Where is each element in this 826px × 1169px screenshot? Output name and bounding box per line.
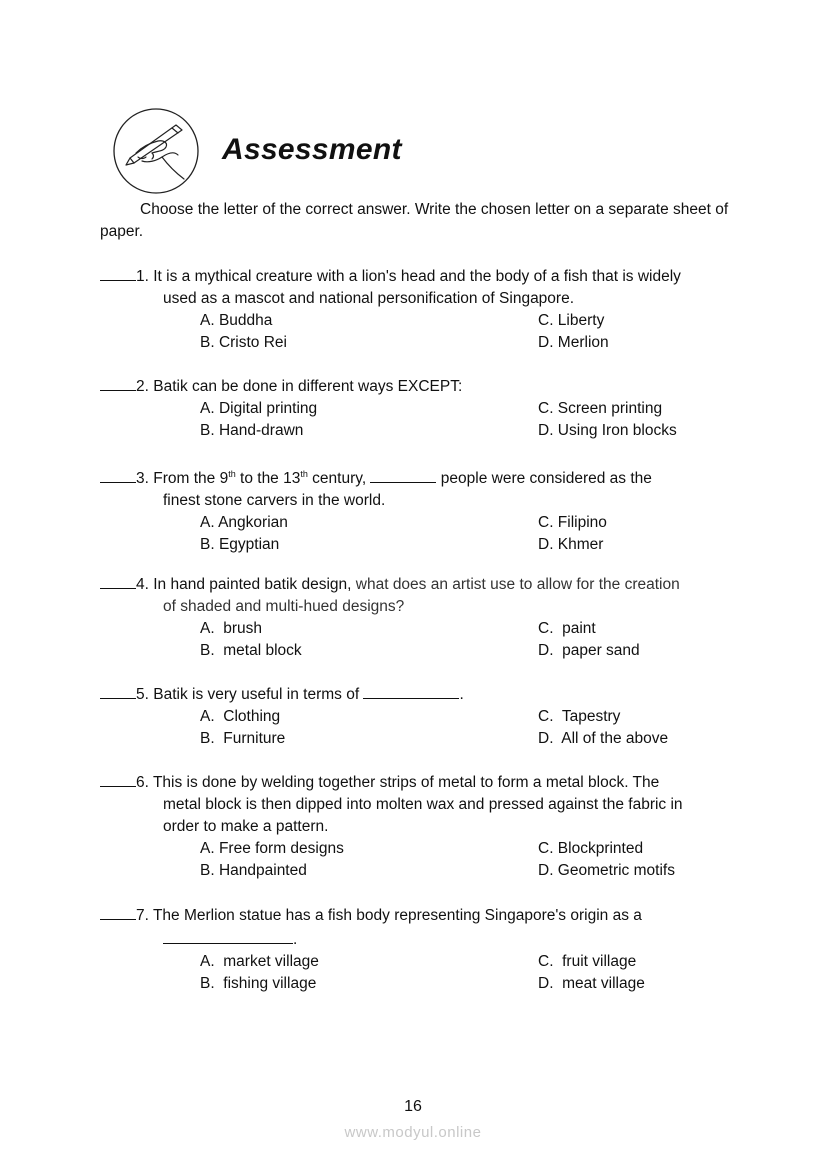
question-2 bbox=[100, 375, 730, 442]
question-text: From the 9 bbox=[153, 470, 229, 488]
answer-blank[interactable] bbox=[100, 467, 136, 483]
choice-b: B. Furniture bbox=[200, 730, 286, 747]
question-text: The Merlion statue has a fish body representing Singapore's origin as a bbox=[152, 907, 642, 924]
page-number: 16 bbox=[404, 1098, 422, 1115]
question-number: 1. bbox=[136, 268, 149, 285]
question-text-cont: used as a mascot and national personification of Singapore. bbox=[163, 290, 575, 307]
choice-a: A. Angkorian bbox=[200, 514, 288, 532]
question-4 bbox=[100, 573, 730, 662]
choice-b: B. metal block bbox=[200, 642, 302, 659]
question-7 bbox=[100, 904, 730, 995]
choice-c: C. Tapestry bbox=[538, 708, 621, 725]
choice-c: C. Liberty bbox=[538, 312, 605, 329]
question-number: 3. bbox=[136, 470, 149, 488]
choice-d: D. Khmer bbox=[538, 536, 604, 554]
choice-a: A. Digital printing bbox=[200, 400, 318, 417]
answer-blank[interactable] bbox=[100, 265, 136, 281]
choice-c: C. Screen printing bbox=[538, 400, 663, 417]
choice-d: D. paper sand bbox=[538, 642, 640, 659]
choice-a: A. Free form designs bbox=[200, 840, 344, 857]
choices bbox=[100, 310, 730, 354]
choices bbox=[100, 618, 730, 662]
choice-b: B. Handpainted bbox=[200, 862, 307, 879]
choices bbox=[100, 706, 730, 750]
choice-b: B. Egyptian bbox=[200, 536, 280, 554]
choice-d: D. Merlion bbox=[538, 334, 609, 351]
question-text: . bbox=[293, 931, 298, 948]
answer-blank[interactable] bbox=[100, 573, 136, 589]
answer-blank[interactable] bbox=[100, 904, 136, 920]
choice-d: D. meat village bbox=[538, 975, 645, 992]
question-text: It is a mythical creature with a lion's head and the body of a fish that is widely bbox=[153, 268, 681, 285]
choices bbox=[100, 512, 730, 556]
question-text-cont: of shaded and multi-hued designs? bbox=[163, 598, 405, 615]
question-text: Batik can be done in different ways EXCEPT: bbox=[153, 378, 463, 395]
hand-writing-pencil-icon bbox=[112, 107, 200, 195]
question-text: . bbox=[459, 686, 464, 703]
question-5 bbox=[100, 683, 730, 750]
question-text: what does an artist use to allow for the creation bbox=[355, 576, 680, 593]
fill-in-blank bbox=[370, 468, 436, 483]
question-text: Batik is very useful in terms of bbox=[153, 686, 364, 703]
question-text-cont: metal block is then dipped into molten wax and pressed against the fabric in bbox=[163, 796, 683, 813]
watermark: www.modyul.online bbox=[344, 1124, 482, 1141]
answer-blank[interactable] bbox=[100, 771, 136, 787]
choice-d: D. Geometric motifs bbox=[538, 862, 675, 879]
question-6 bbox=[100, 771, 730, 882]
fill-in-blank bbox=[363, 684, 459, 699]
question-text: This is done by welding together strips of metal to form a metal block. The bbox=[152, 774, 660, 791]
answer-blank[interactable] bbox=[100, 683, 136, 699]
question-number: 4. bbox=[136, 576, 149, 593]
choice-c: C. fruit village bbox=[538, 953, 637, 970]
question-text-cont: order to make a pattern. bbox=[163, 818, 329, 835]
question-1 bbox=[100, 265, 730, 354]
answer-blank[interactable] bbox=[100, 375, 136, 391]
choice-b: B. Hand-drawn bbox=[200, 422, 304, 439]
question-text: to the 13 bbox=[235, 470, 301, 488]
question-number: 2. bbox=[136, 378, 149, 395]
page-title: Assessment bbox=[222, 133, 402, 166]
choice-a: A. Clothing bbox=[200, 708, 281, 725]
superscript: th bbox=[228, 469, 236, 479]
question-text-cont: finest stone carvers in the world. bbox=[163, 492, 386, 510]
question-text: people were considered as the bbox=[436, 470, 652, 488]
choice-c: C. paint bbox=[538, 620, 596, 637]
instructions bbox=[100, 199, 740, 243]
choice-c: C. Blockprinted bbox=[538, 840, 644, 857]
choice-a: A. Buddha bbox=[200, 312, 273, 329]
choice-c: C. Filipino bbox=[538, 514, 607, 532]
choice-a: A. brush bbox=[200, 620, 263, 637]
choice-d: D. All of the above bbox=[538, 730, 669, 747]
question-number: 7. bbox=[136, 907, 149, 924]
choice-d: D. Using Iron blocks bbox=[538, 422, 677, 439]
question-number: 6. bbox=[136, 774, 149, 791]
fill-in-blank bbox=[163, 929, 293, 944]
superscript: th bbox=[300, 469, 308, 479]
instructions-text: Choose the letter of the correct answer. Write the chosen letter on a separate sheet of paper. bbox=[100, 201, 729, 240]
choices bbox=[100, 398, 730, 442]
choices bbox=[100, 838, 730, 882]
choices bbox=[100, 951, 730, 995]
question-number: 5. bbox=[136, 686, 149, 703]
question-text: In hand painted batik design, bbox=[153, 576, 356, 593]
choice-a: A. market village bbox=[200, 953, 319, 970]
choice-b: B. fishing village bbox=[200, 975, 317, 992]
assessment-header bbox=[112, 107, 442, 197]
question-3 bbox=[100, 463, 730, 556]
question-text: century, bbox=[307, 470, 371, 488]
choice-b: B. Cristo Rei bbox=[200, 334, 287, 351]
